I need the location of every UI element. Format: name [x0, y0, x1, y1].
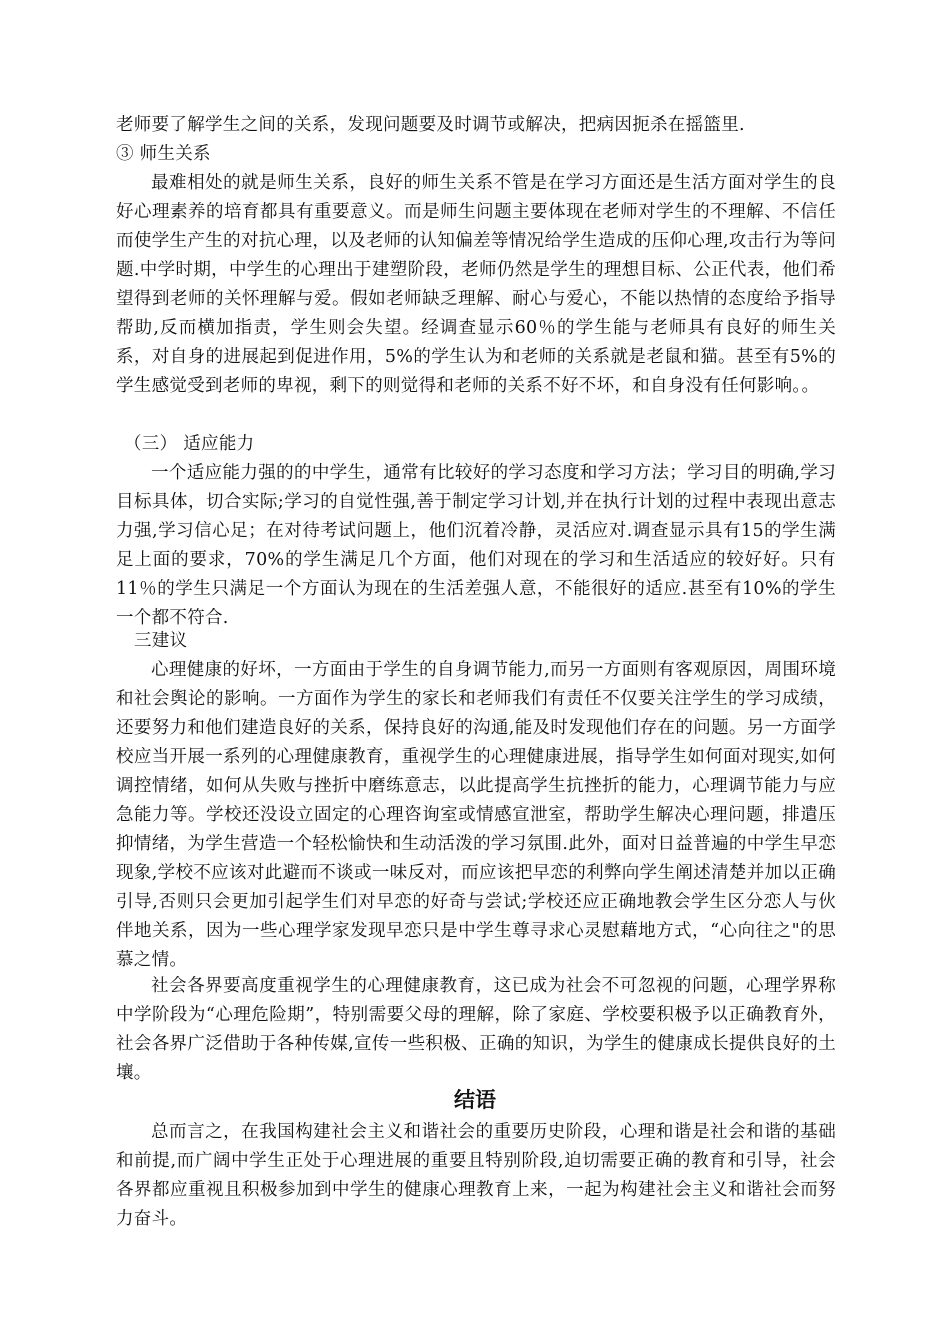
suggestions-heading: 三建议 [134, 631, 188, 651]
teacher-student-paragraph: 最难相处的就是师生关系，良好的师生关系不管是在学习方面还是生活方面对学生的良好心理素养的培育都具有重要意义。而是师生问题主要体现在老师对学生的不理解、不信任而使学生产生的对抗心理，以及老师的认知偏差等情况给学生造成的压仰心理,攻击行为等问题.中学时期，中学生的心理出于建塑阶段，老师仍然是学生的理想目标、公正代表，他们希望得到老师的关怀理解与爱。假如老师缺乏理解、耐心与爱心，不能以热情的态度给予指导帮助,反而横加指责，学生则会失望。经调查显示60％的学生能与老师具有良好的师生关系，对自身的进展起到促进作用，5%的学生认为和老师的关系就是老鼠和猫。甚至有5%的学生感觉受到老师的卑视，剩下的则觉得和老师的关系不好不坏，和自身没有任何影响。。 [116, 173, 836, 396]
teacher-student-heading: ③ 师生关系 [116, 144, 211, 164]
conclusion-heading: 结语 [454, 1088, 496, 1112]
intro-paragraph: 老师要了解学生之间的关系，发现问题要及时调节或解决，把病因扼杀在摇篮里. [116, 115, 745, 135]
suggestions-paragraph: 心理健康的好坏，一方面由于学生的自身调节能力,而另一方面则有客观原因，周围环境和社会舆论的影响。一方面作为学生的家长和老师我们有责任不仅要关注学生的学习成绩，还要努力和他们建造良好的关系，保持良好的沟通,能及时发现他们存在的问题。另一方面学校应当开展一系列的心理健康教育，重视学生的心理健康进展，指导学生如何面对现实,如何调控情绪，如何从失败与挫折中磨练意志，以此提高学生抗挫折的能力，心理调节能力与应急能力等。学校还没设立固定的心理咨询室或情感宣泄室，帮助学生解决心理问题，排遣压抑情绪，为学生营造一个轻松愉快和生动活泼的学习氛围.此外，面对日益普遍的中学生早恋现象,学校不应该对此避而不谈或一味反对，而应该把早恋的利弊向学生阐述清楚并加以正确引导,否则只会更加引起学生们对早恋的好奇与尝试;学校还应正确地教会学生区分恋人与伙伴地关系，因为一些心理学家发现早恋只是中学生尊寻求心灵慰藉地方式，“心向往之"的思慕之情。 [116, 660, 836, 970]
adaptability-paragraph: 一个适应能力强的的中学生，通常有比较好的学习态度和学习方法；学习目的明确,学习目标具体，切合实际;学习的自觉性强,善于制定学习计划,并在执行计划的过程中表现出意志力强,学习信心足；在对待考试问题上，他们沉着冷静，灵活应对.调查显示具有15的学生满足上面的要求，70%的学生满足几个方面，他们对现在的学习和生活适应的较好好。只有11％的学生只满足一个方面认为现在的生活差强人意，不能很好的适应.甚至有10%的学生一个都不符合. [116, 463, 836, 628]
society-paragraph: 社会各界要高度重视学生的心理健康教育，这已成为社会不可忽视的问题，心理学界称中学阶段为“心理危险期”，特别需要父母的理解，除了家庭、学校要积极予以正确教育外，社会各界广泛借助于各种传媒,宣传一些积极、正确的知识，为学生的健康成长提供良好的土壤。 [116, 976, 836, 1083]
conclusion-paragraph: 总而言之，在我国构建社会主义和谐社会的重要历史阶段，心理和谐是社会和谐的基础和前提,而广阔中学生正处于心理进展的重要且特别阶段,迫切需要正确的教育和引导，社会各界都应重视且积极参加到中学生的健康心理教育上来，一起为构建社会主义和谐社会而努力奋斗。 [116, 1122, 836, 1229]
adaptability-heading: （三） 适应能力 [124, 434, 255, 454]
